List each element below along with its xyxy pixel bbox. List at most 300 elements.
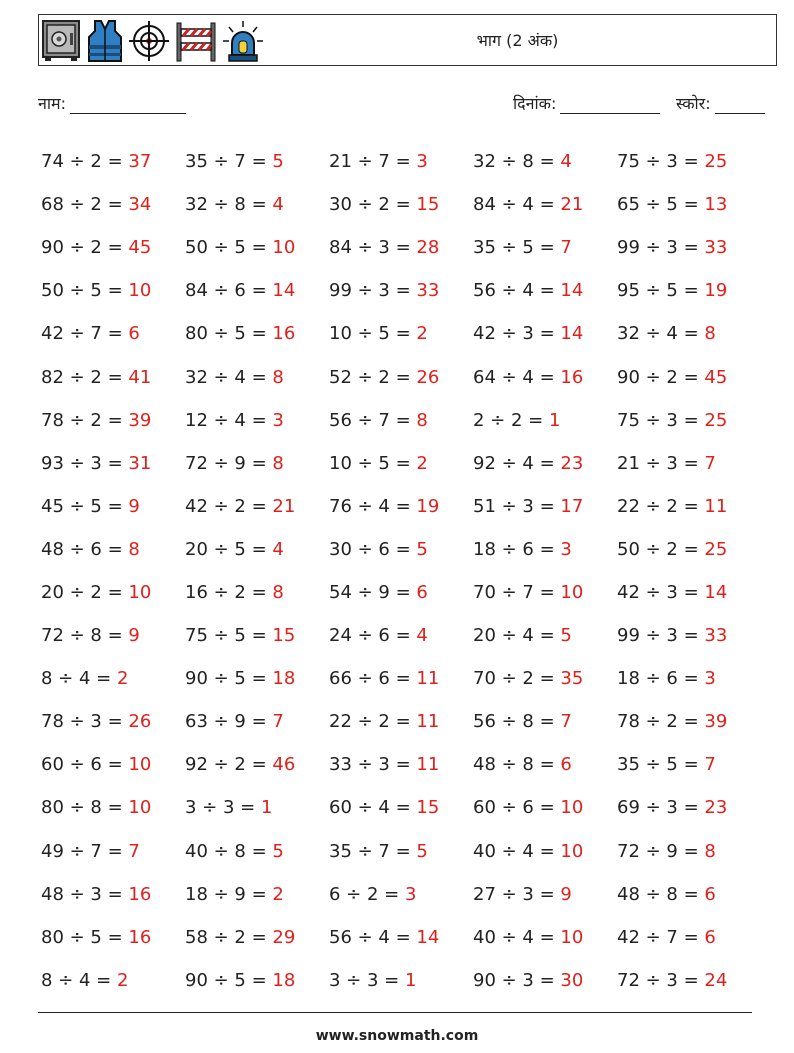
problem-cell <box>185 841 329 862</box>
score-label: स्कोर: <box>676 94 711 113</box>
problem-answer: 9 <box>560 883 572 905</box>
problem-answer: 10 <box>560 926 584 948</box>
problem-answer: 18 <box>272 969 296 991</box>
problem-answer: 5 <box>416 538 428 560</box>
problem-cell <box>41 194 185 215</box>
problem-question: 35 ÷ 7 = <box>329 840 417 862</box>
date-blank <box>560 97 660 114</box>
problem-answer: 17 <box>560 495 584 517</box>
problem-cell <box>617 625 761 646</box>
problem-cell <box>185 237 329 258</box>
problem-answer: 7 <box>704 754 716 776</box>
problem-answer: 7 <box>560 711 572 733</box>
problem-question: 48 ÷ 8 = <box>617 883 705 905</box>
problem-answer: 11 <box>416 668 440 690</box>
problem-cell <box>41 841 185 862</box>
problem-answer: 45 <box>128 237 152 259</box>
problem-answer: 26 <box>128 711 152 733</box>
problem-question: 90 ÷ 2 = <box>617 366 705 388</box>
problem-answer: 4 <box>272 538 284 560</box>
problem-question: 35 ÷ 5 = <box>617 754 705 776</box>
problem-row <box>41 528 761 571</box>
problem-row <box>41 269 761 312</box>
problem-question: 65 ÷ 5 = <box>617 194 705 216</box>
problem-question: 2 ÷ 2 = <box>473 409 549 431</box>
problem-cell <box>473 280 617 301</box>
problem-answer: 1 <box>548 409 561 431</box>
problem-answer: 23 <box>560 452 584 474</box>
problem-question: 60 ÷ 4 = <box>329 797 417 819</box>
problem-question: 75 ÷ 3 = <box>617 409 705 431</box>
problem-question: 16 ÷ 2 = <box>185 581 273 603</box>
problem-answer: 10 <box>128 797 152 819</box>
problem-question: 54 ÷ 9 = <box>329 581 417 603</box>
problem-cell <box>329 797 473 818</box>
problem-question: 8 ÷ 4 = <box>41 969 117 991</box>
problem-answer: 16 <box>128 926 152 948</box>
problem-question: 84 ÷ 6 = <box>185 280 273 302</box>
problem-cell <box>329 668 473 689</box>
problem-cell <box>473 194 617 215</box>
problem-cell <box>617 841 761 862</box>
worksheet-header <box>38 14 777 66</box>
problem-cell <box>617 237 761 258</box>
problem-answer: 3 <box>560 538 572 560</box>
problem-answer: 14 <box>416 926 440 948</box>
problem-answer: 5 <box>272 840 284 862</box>
problem-row <box>41 873 761 916</box>
problem-cell <box>329 367 473 388</box>
problem-question: 90 ÷ 3 = <box>473 969 561 991</box>
problem-answer: 14 <box>272 280 296 302</box>
problem-question: 22 ÷ 2 = <box>329 711 417 733</box>
problem-question: 22 ÷ 2 = <box>617 495 705 517</box>
problem-cell <box>185 884 329 905</box>
problem-cell <box>473 754 617 775</box>
problem-cell <box>329 323 473 344</box>
problem-cell <box>41 323 185 344</box>
problem-question: 95 ÷ 5 = <box>617 280 705 302</box>
problem-question: 24 ÷ 6 = <box>329 625 417 647</box>
problem-answer: 14 <box>704 581 728 603</box>
problem-answer: 15 <box>272 625 296 647</box>
problem-answer: 2 <box>272 883 284 905</box>
problem-cell <box>41 237 185 258</box>
problem-question: 63 ÷ 9 = <box>185 711 273 733</box>
problem-cell <box>185 410 329 431</box>
problem-row <box>41 700 761 743</box>
problem-question: 32 ÷ 4 = <box>617 323 705 345</box>
problem-cell <box>617 194 761 215</box>
problem-cell <box>185 453 329 474</box>
problem-question: 51 ÷ 3 = <box>473 495 561 517</box>
problem-answer: 9 <box>128 625 140 647</box>
problem-cell <box>617 367 761 388</box>
problem-answer: 15 <box>416 797 440 819</box>
problem-cell <box>41 280 185 301</box>
problem-answer: 33 <box>416 280 440 302</box>
problem-answer: 4 <box>560 151 572 173</box>
problem-answer: 29 <box>272 926 296 948</box>
problem-cell <box>329 625 473 646</box>
problem-question: 56 ÷ 4 = <box>473 280 561 302</box>
problem-question: 84 ÷ 3 = <box>329 237 417 259</box>
worksheet-title: भाग (2 अंक) <box>476 31 559 50</box>
problem-answer: 4 <box>272 194 284 216</box>
problem-question: 18 ÷ 6 = <box>617 668 705 690</box>
problem-cell <box>617 884 761 905</box>
problem-cell <box>185 151 329 172</box>
problem-answer: 10 <box>272 237 296 259</box>
problem-cell <box>41 625 185 646</box>
problem-cell <box>185 754 329 775</box>
problem-cell <box>473 884 617 905</box>
problem-answer: 13 <box>704 194 728 216</box>
problem-answer: 6 <box>128 323 140 345</box>
problem-cell <box>185 797 329 818</box>
problem-row <box>41 916 761 959</box>
problem-question: 78 ÷ 2 = <box>617 711 705 733</box>
problem-question: 20 ÷ 5 = <box>185 538 273 560</box>
problem-row <box>41 183 761 226</box>
problem-cell <box>41 151 185 172</box>
problem-question: 80 ÷ 5 = <box>41 926 129 948</box>
problem-answer: 46 <box>272 754 296 776</box>
problem-question: 30 ÷ 2 = <box>329 194 417 216</box>
problem-answer: 2 <box>116 969 129 991</box>
problem-question: 68 ÷ 2 = <box>41 194 129 216</box>
problem-answer: 37 <box>128 151 152 173</box>
problem-question: 72 ÷ 9 = <box>617 840 705 862</box>
problem-cell <box>473 711 617 732</box>
problem-answer: 19 <box>704 280 728 302</box>
problem-answer: 28 <box>416 237 440 259</box>
name-field <box>38 92 186 114</box>
problem-question: 50 ÷ 5 = <box>185 237 273 259</box>
problem-question: 72 ÷ 9 = <box>185 452 273 474</box>
problem-answer: 11 <box>416 754 440 776</box>
problem-answer: 21 <box>272 495 296 517</box>
problem-question: 60 ÷ 6 = <box>41 754 129 776</box>
problem-cell <box>185 625 329 646</box>
problem-question: 21 ÷ 7 = <box>329 151 417 173</box>
problem-answer: 41 <box>128 366 152 388</box>
problem-question: 76 ÷ 4 = <box>329 495 417 517</box>
problem-answer: 10 <box>560 581 584 603</box>
problem-cell <box>41 453 185 474</box>
problem-row <box>41 226 761 269</box>
problem-cell <box>41 927 185 948</box>
problem-question: 50 ÷ 2 = <box>617 538 705 560</box>
problem-question: 40 ÷ 8 = <box>185 840 273 862</box>
problem-question: 32 ÷ 8 = <box>185 194 273 216</box>
problem-answer: 2 <box>416 452 428 474</box>
problem-cell <box>41 797 185 818</box>
problem-question: 92 ÷ 2 = <box>185 754 273 776</box>
problem-question: 56 ÷ 4 = <box>329 926 417 948</box>
problem-question: 50 ÷ 5 = <box>41 280 129 302</box>
problem-answer: 33 <box>704 237 728 259</box>
problem-question: 82 ÷ 2 = <box>41 366 129 388</box>
problem-question: 56 ÷ 7 = <box>329 409 417 431</box>
problem-answer: 19 <box>416 495 440 517</box>
problem-question: 18 ÷ 9 = <box>185 883 273 905</box>
problem-answer: 3 <box>404 883 417 905</box>
problem-question: 99 ÷ 3 = <box>617 625 705 647</box>
problem-cell <box>185 367 329 388</box>
problem-cell <box>41 970 185 991</box>
problem-answer: 8 <box>128 538 140 560</box>
problem-question: 49 ÷ 7 = <box>41 840 129 862</box>
problem-cell <box>617 453 761 474</box>
problem-question: 3 ÷ 3 = <box>329 969 405 991</box>
problem-answer: 24 <box>704 969 728 991</box>
problem-cell <box>617 323 761 344</box>
score-blank <box>715 97 765 114</box>
problem-answer: 25 <box>704 538 728 560</box>
problem-question: 69 ÷ 3 = <box>617 797 705 819</box>
problem-cell <box>185 539 329 560</box>
problem-answer: 21 <box>560 194 584 216</box>
problem-answer: 5 <box>416 840 428 862</box>
problem-answer: 3 <box>272 409 284 431</box>
problem-answer: 10 <box>128 754 152 776</box>
problem-question: 27 ÷ 3 = <box>473 883 561 905</box>
problem-question: 8 ÷ 4 = <box>41 668 117 690</box>
problem-cell <box>185 927 329 948</box>
problem-row <box>41 399 761 442</box>
problem-cell <box>41 884 185 905</box>
problem-cell <box>185 194 329 215</box>
problem-answer: 3 <box>416 151 428 173</box>
problem-cell <box>185 280 329 301</box>
problem-question: 75 ÷ 3 = <box>617 151 705 173</box>
problem-row <box>41 355 761 398</box>
problem-answer: 3 <box>704 668 716 690</box>
problem-question: 78 ÷ 2 = <box>41 409 129 431</box>
problem-cell <box>329 711 473 732</box>
footer-divider <box>38 1012 752 1013</box>
problem-cell <box>473 237 617 258</box>
problem-cell <box>185 970 329 991</box>
problem-cell <box>185 496 329 517</box>
problem-question: 84 ÷ 4 = <box>473 194 561 216</box>
problem-question: 40 ÷ 4 = <box>473 840 561 862</box>
problem-question: 21 ÷ 3 = <box>617 452 705 474</box>
problem-answer: 26 <box>416 366 440 388</box>
problem-question: 99 ÷ 3 = <box>617 237 705 259</box>
problem-question: 48 ÷ 6 = <box>41 538 129 560</box>
problem-question: 42 ÷ 2 = <box>185 495 273 517</box>
problem-cell <box>41 367 185 388</box>
problem-answer: 39 <box>128 409 152 431</box>
problem-cell <box>329 970 473 991</box>
problem-answer: 8 <box>416 409 428 431</box>
problem-answer: 10 <box>560 797 584 819</box>
problem-cell <box>185 582 329 603</box>
problem-question: 72 ÷ 8 = <box>41 625 129 647</box>
problem-question: 90 ÷ 5 = <box>185 969 273 991</box>
problem-answer: 7 <box>704 452 716 474</box>
problem-answer: 10 <box>128 280 152 302</box>
problem-cell <box>329 884 473 905</box>
problem-row <box>41 743 761 786</box>
problem-question: 92 ÷ 4 = <box>473 452 561 474</box>
problem-answer: 15 <box>416 194 440 216</box>
footer-website: www.snowmath.com <box>315 1028 479 1044</box>
problem-answer: 18 <box>272 668 296 690</box>
problem-cell <box>617 927 761 948</box>
problem-question: 20 ÷ 2 = <box>41 581 129 603</box>
problem-question: 64 ÷ 4 = <box>473 366 561 388</box>
problem-answer: 39 <box>704 711 728 733</box>
problem-cell <box>617 539 761 560</box>
problem-question: 70 ÷ 2 = <box>473 668 561 690</box>
problem-question: 40 ÷ 4 = <box>473 926 561 948</box>
problem-cell <box>473 668 617 689</box>
problem-cell <box>329 237 473 258</box>
problem-cell <box>185 711 329 732</box>
problem-question: 3 ÷ 3 = <box>185 797 261 819</box>
problem-answer: 23 <box>704 797 728 819</box>
problem-answer: 34 <box>128 194 152 216</box>
problem-answer: 16 <box>272 323 296 345</box>
problem-question: 72 ÷ 3 = <box>617 969 705 991</box>
problem-cell <box>617 970 761 991</box>
problem-cell <box>329 582 473 603</box>
problem-cell <box>617 280 761 301</box>
score-field <box>676 92 765 114</box>
problem-cell <box>185 323 329 344</box>
problem-cell <box>473 927 617 948</box>
problem-row <box>41 959 761 1002</box>
problem-cell <box>473 323 617 344</box>
problem-cell <box>617 151 761 172</box>
problem-cell <box>473 797 617 818</box>
problem-answer: 14 <box>560 323 584 345</box>
problem-answer: 8 <box>272 366 284 388</box>
problem-answer: 2 <box>116 668 129 690</box>
problem-cell <box>329 539 473 560</box>
problem-answer: 7 <box>560 237 572 259</box>
problem-row <box>41 786 761 829</box>
problem-answer: 7 <box>272 711 284 733</box>
problem-cell <box>617 582 761 603</box>
problem-cell <box>473 841 617 862</box>
problem-question: 18 ÷ 6 = <box>473 538 561 560</box>
problem-question: 35 ÷ 5 = <box>473 237 561 259</box>
problem-answer: 9 <box>128 495 140 517</box>
problem-cell <box>41 754 185 775</box>
problem-answer: 30 <box>560 969 584 991</box>
problem-question: 90 ÷ 5 = <box>185 668 273 690</box>
problem-question: 70 ÷ 7 = <box>473 581 561 603</box>
problem-answer: 6 <box>560 754 572 776</box>
problem-question: 75 ÷ 5 = <box>185 625 273 647</box>
problem-answer: 16 <box>560 366 584 388</box>
problem-row <box>41 485 761 528</box>
problem-cell <box>329 927 473 948</box>
problem-question: 10 ÷ 5 = <box>329 452 417 474</box>
problem-question: 56 ÷ 8 = <box>473 711 561 733</box>
problem-cell <box>473 625 617 646</box>
problem-answer: 6 <box>704 883 716 905</box>
problem-cell <box>473 367 617 388</box>
problem-question: 48 ÷ 3 = <box>41 883 129 905</box>
problem-answer: 25 <box>704 151 728 173</box>
problem-question: 42 ÷ 3 = <box>473 323 561 345</box>
problem-question: 58 ÷ 2 = <box>185 926 273 948</box>
problem-cell <box>473 453 617 474</box>
problem-answer: 5 <box>272 151 284 173</box>
problem-cell <box>473 970 617 991</box>
problem-answer: 14 <box>560 280 584 302</box>
problem-row <box>41 140 761 183</box>
problem-answer: 31 <box>128 452 152 474</box>
problem-question: 52 ÷ 2 = <box>329 366 417 388</box>
problem-cell <box>41 496 185 517</box>
problem-question: 48 ÷ 8 = <box>473 754 561 776</box>
name-blank <box>70 97 186 114</box>
problem-cell <box>41 410 185 431</box>
problem-row <box>41 571 761 614</box>
problem-answer: 8 <box>704 323 716 345</box>
problem-question: 80 ÷ 8 = <box>41 797 129 819</box>
problem-question: 33 ÷ 3 = <box>329 754 417 776</box>
date-label: दिनांक: <box>513 94 557 113</box>
problem-question: 74 ÷ 2 = <box>41 151 129 173</box>
problem-answer: 11 <box>704 495 728 517</box>
problem-question: 90 ÷ 2 = <box>41 237 129 259</box>
problem-answer: 6 <box>416 581 428 603</box>
problem-question: 6 ÷ 2 = <box>329 883 405 905</box>
problem-cell <box>41 582 185 603</box>
problem-question: 42 ÷ 7 = <box>41 323 129 345</box>
problem-cell <box>473 582 617 603</box>
problem-cell <box>617 496 761 517</box>
problem-answer: 1 <box>404 969 417 991</box>
problem-question: 66 ÷ 6 = <box>329 668 417 690</box>
problem-answer: 8 <box>272 452 284 474</box>
problem-cell <box>329 754 473 775</box>
problem-cell <box>41 711 185 732</box>
problem-row <box>41 614 761 657</box>
problem-answer: 10 <box>560 840 584 862</box>
problem-answer: 6 <box>704 926 716 948</box>
problem-cell <box>185 668 329 689</box>
problem-answer: 16 <box>128 883 152 905</box>
problem-row <box>41 830 761 873</box>
problem-cell <box>473 410 617 431</box>
problem-cell <box>329 194 473 215</box>
problem-answer: 4 <box>416 625 428 647</box>
problem-answer: 8 <box>704 840 716 862</box>
problem-cell <box>329 280 473 301</box>
problem-question: 30 ÷ 6 = <box>329 538 417 560</box>
problem-question: 99 ÷ 3 = <box>329 280 417 302</box>
problem-question: 35 ÷ 7 = <box>185 151 273 173</box>
problem-cell <box>617 668 761 689</box>
problem-question: 93 ÷ 3 = <box>41 452 129 474</box>
problem-answer: 35 <box>560 668 584 690</box>
problem-cell <box>329 410 473 431</box>
name-label: नाम: <box>38 94 66 113</box>
problem-question: 20 ÷ 4 = <box>473 625 561 647</box>
problem-question: 12 ÷ 4 = <box>185 409 273 431</box>
problem-cell <box>41 668 185 689</box>
problem-row <box>41 657 761 700</box>
problem-cell <box>617 711 761 732</box>
